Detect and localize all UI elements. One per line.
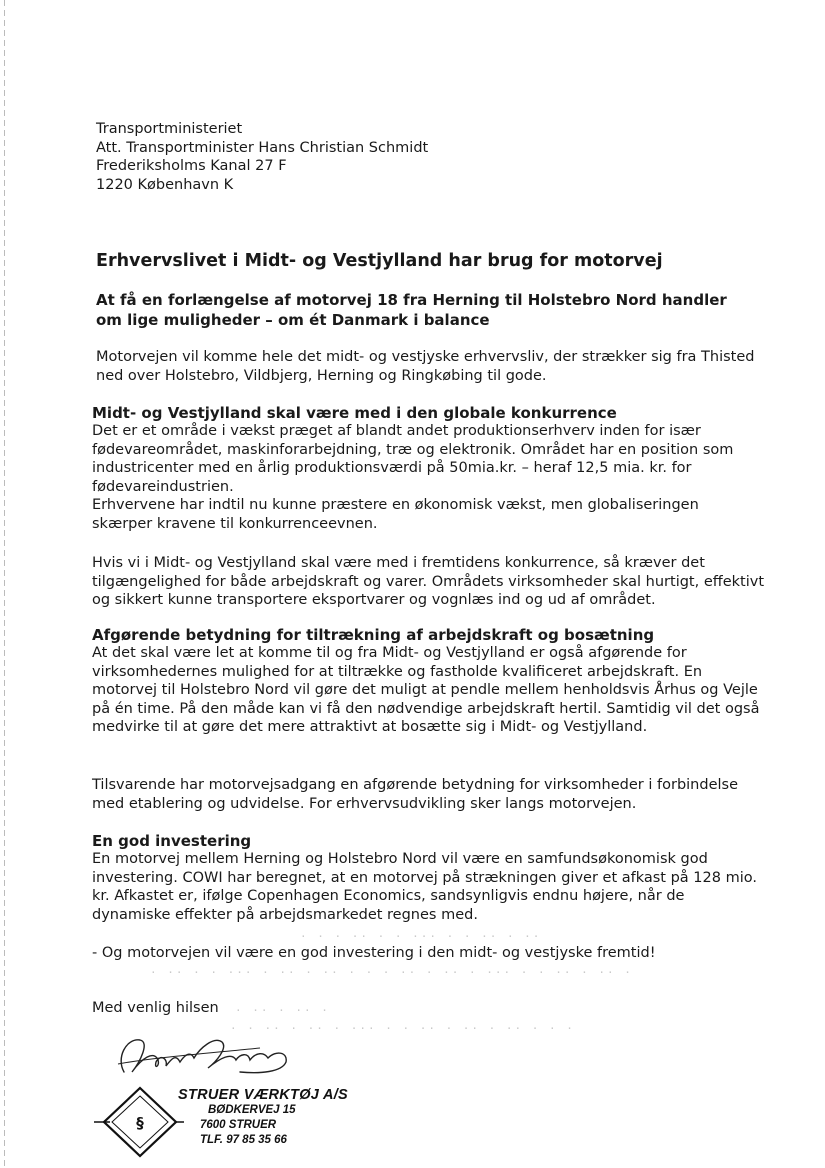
stamp-street: BØDKERVEJ 15 (208, 1104, 296, 1116)
section-labour-attraction (92, 626, 762, 737)
section-heading: Midt- og Vestjylland skal være med i den globale konkurrence (92, 404, 617, 422)
section-investment (92, 832, 762, 924)
page-edge (4, 0, 5, 1168)
recipient-line-2: Att. Transportminister Hans Christian Schmidt (96, 139, 429, 156)
stamp-phone: TLF. 97 85 35 66 (200, 1134, 287, 1146)
section-paragraph: En motorvej mellem Herning og Holstebro Nord vil være en samfundsøkonomisk god investering. COWI har beregnet, at en motorvej på strækningen giver et afkast på 128 mio. kr. Afkastet er, ifølge Copenhagen Economics, sandsynligvis endnu højere, når de dynamiske effekter på arbejdsmarkedet regnes med. (92, 851, 757, 923)
scan-noise: · · ·· · ·· · ··· · · ·· · ·· · ·· · · · (230, 1022, 575, 1035)
section-paragraph: Det er et område i vækst præget af blandt andet produktionserhverv inden for især fødevareområdet, maskinforarbejdning, træ og elektronik. Området har en position som industricenter med en årlig produktionsværdi på 50mia.kr. – heraf 12,5 mia. kr. for fødevareindustrien. (92, 423, 734, 495)
greeting: Med venlig hilsen (92, 1000, 219, 1016)
section-paragraph: At det skal være let at komme til og fra Midt- og Vestjylland er også afgørende for virksomhedernes mulighed for at tiltrække og fastholde kvalificeret arbejdskraft. En motorvej til Holstebro Nord vil gøre det muligt at pendle mellem henholdsvis Århus og Vejle på én time. På den måde kan vi få den nødvendige arbejdskraft hertil. Samtidig vil det også medvirke til at gøre det mere attraktivt at bosætte sig i Midt- og Vestjylland. (92, 645, 760, 735)
company-logo-icon (92, 1084, 184, 1160)
section-heading: En god investering (92, 832, 252, 850)
letter-subtitle: At få en forlængelse af motorvej 18 fra Herning til Holstebro Nord handler om lige muligheder – om ét Danmark i balance (96, 291, 727, 329)
letter-title: Erhvervslivet i Midt- og Vestjylland har brug for motorvej (96, 251, 663, 271)
section-paragraph: Hvis vi i Midt- og Vestjylland skal være med i fremtidens konkurrence, så kræver det tilgængelighed for både arbejdskraft og varer. Områdets virksomheder skal hurtigt, effektivt og sikkert kunne transportere eksportvarer og vognlæs ind og ud af området. (92, 555, 765, 608)
scan-noise: · · · ·· · · ··· · · ·· · ·· (300, 930, 542, 943)
scan-noise: · ·· · ·· · (235, 1004, 330, 1017)
stamp-city: 7600 STRUER (200, 1119, 277, 1131)
company-stamp (178, 1087, 348, 1148)
intro-paragraph: Motorvejen vil komme hele det midt- og vestjyske erhvervsliv, der strækker sig fra Thisted ned over Holstebro, Vildbjerg, Herning og Ringkøbing til gode. (96, 349, 755, 384)
closing-statement: - Og motorvejen vil være en god investering i den midt- og vestjyske fremtid! (92, 945, 656, 961)
svg-text:§: § (136, 1114, 144, 1132)
section-global-competition (92, 404, 762, 533)
section-paragraph: Erhvervene har indtil nu kunne præstere en økonomisk vækst, men globaliseringen skærper kravene til konkurrenceevnen. (92, 497, 699, 532)
stamp-company-name: STRUER VÆRKTØJ A/S (178, 1087, 349, 1103)
recipient-line-3: Frederiksholms Kanal 27 F (96, 158, 287, 174)
recipient-address (96, 120, 428, 194)
scan-noise: · ·· · · ··· · ·· · ·· · · · ·· · ·· · ··· · · ·· · ·· · (150, 966, 633, 979)
recipient-line-1: Transportministeriet (96, 121, 243, 137)
recipient-line-4: 1220 København K (96, 176, 234, 193)
section-heading: Afgørende betydning for tiltrækning af arbejdskraft og bosætning (92, 626, 655, 644)
handwritten-signature (110, 1028, 300, 1084)
section-paragraph: Tilsvarende har motorvejsadgang en afgørende betydning for virksomheder i forbindelse med etablering og udvidelse. For erhvervsudvikling sker langs motorvejen. (92, 777, 738, 812)
